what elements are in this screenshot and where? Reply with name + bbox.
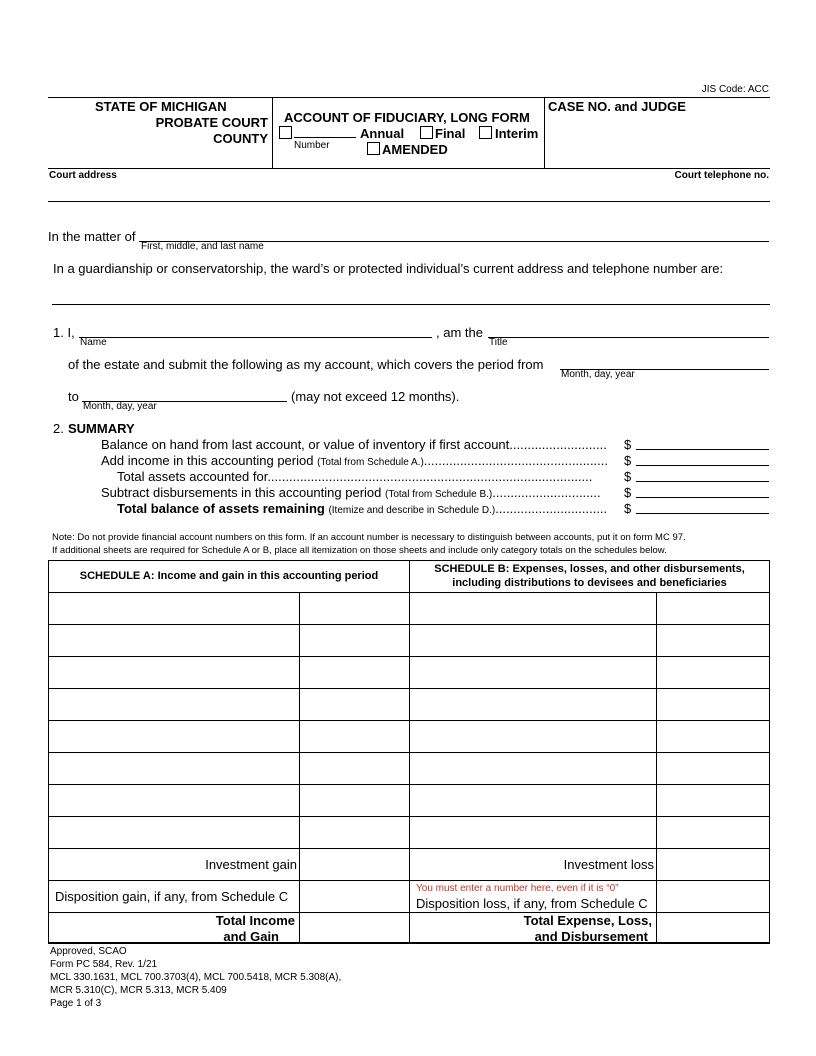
total-expense-line2: and Disbursement xyxy=(534,929,648,944)
court-label: PROBATE COURT xyxy=(155,115,268,130)
interim-label: Interim xyxy=(495,126,539,141)
period-limit-text: (may not exceed 12 months). xyxy=(291,389,460,404)
schedule-a-items-area[interactable] xyxy=(49,593,299,848)
estate-text: of the estate and submit the following as my account, which covers the period from xyxy=(68,357,544,372)
court-address-rule[interactable] xyxy=(48,201,770,202)
header-divider-2 xyxy=(544,97,545,169)
summary-row-income: Add income in this accounting period (Total from Schedule A.)................................................... xyxy=(101,453,608,468)
note-additional-sheets: If additional sheets are required for Schedule A or B, place all itemization on those sheets and include only category totals on the schedules below. xyxy=(52,545,667,556)
number-label: Number xyxy=(294,140,330,151)
balance-amount-field[interactable] xyxy=(636,449,769,450)
final-checkbox[interactable] xyxy=(420,126,433,139)
schedule-row-rule xyxy=(48,880,770,881)
matter-sublabel: First, middle, and last name xyxy=(141,241,264,252)
footer-approved: Approved, SCAO xyxy=(50,946,127,957)
summary-row-total-assets: Total assets accounted for.......................................................................................... xyxy=(117,469,593,484)
amended-label: AMENDED xyxy=(382,142,448,157)
item1-number: 1. I, xyxy=(53,325,75,340)
footer-page-number: Page 1 of 3 xyxy=(50,998,102,1009)
summary-heading: SUMMARY xyxy=(68,421,135,436)
schedule-b-items-area[interactable] xyxy=(410,593,656,848)
annual-label: Annual xyxy=(360,126,405,141)
schedule-b-amounts-area[interactable] xyxy=(657,593,769,848)
fiduciary-name-field[interactable] xyxy=(79,337,432,338)
disposition-loss-label: Disposition loss, if any, from Schedule C xyxy=(416,896,648,911)
period-from-sublabel: Month, day, year xyxy=(561,369,635,380)
court-phone-label: Court telephone no. xyxy=(674,170,769,181)
schedule-row-rule xyxy=(48,848,770,849)
amended-checkbox[interactable] xyxy=(367,142,380,155)
remaining-balance-field[interactable] xyxy=(636,513,769,514)
note-account-numbers: Note: Do not provide financial account numbers on this form. If an account number is necessary to distinguish between accounts, put it on form MC 97. xyxy=(52,532,686,543)
interim-checkbox[interactable] xyxy=(479,126,492,139)
schedule-b-title-line1: SCHEDULE B: Expenses, losses, and other disbursements, xyxy=(434,563,745,575)
disposition-gain-label: Disposition gain, if any, from Schedule C xyxy=(55,889,289,904)
state-label: STATE OF MICHIGAN xyxy=(95,99,227,114)
title-sublabel: Title xyxy=(489,337,508,348)
dollar-sign: $ xyxy=(624,469,632,484)
investment-loss-label: Investment loss xyxy=(563,857,654,872)
income-amount-field[interactable] xyxy=(636,465,769,466)
summary-row-disbursements: Subtract disbursements in this accounting period (Total from Schedule B.).............................. xyxy=(101,485,601,500)
dollar-sign: $ xyxy=(624,501,632,516)
summary-row-balance: Balance on hand from last account, or value of inventory if first account........................... xyxy=(101,437,607,452)
disposition-warning: You must enter a number here, even if it is “0” xyxy=(416,883,619,894)
jis-code: JIS Code: ACC xyxy=(701,84,769,95)
annual-number-checkbox[interactable] xyxy=(279,126,292,139)
header-bottom-rule xyxy=(48,168,770,169)
footer-form-number: Form PC 584, Rev. 1/21 xyxy=(50,959,158,970)
dollar-sign: $ xyxy=(624,437,632,452)
county-label: COUNTY xyxy=(213,131,268,146)
number-field[interactable] xyxy=(294,137,356,138)
case-no-label: CASE NO. and JUDGE xyxy=(548,99,686,114)
matter-label: In the matter of xyxy=(48,229,136,244)
footer-citations-1: MCL 330.1631, MCL 700.3703(4), MCL 700.5418, MCR 5.308(A), xyxy=(50,972,342,983)
total-expense-line1: Total Expense, Loss, xyxy=(523,913,652,928)
footer-citations-2: MCR 5.310(C), MCR 5.313, MCR 5.409 xyxy=(50,985,227,996)
header-top-rule xyxy=(48,97,770,98)
name-sublabel: Name xyxy=(80,337,107,348)
total-income-line1: Total Income xyxy=(215,913,295,928)
item2-number: 2. xyxy=(53,421,64,436)
schedule-b-title-line2: including distributions to devisees and beneficiaries xyxy=(452,577,727,589)
schedule-a-title: SCHEDULE A: Income and gain in this accounting period xyxy=(79,570,379,582)
final-label: Final xyxy=(435,126,466,141)
form-title: ACCOUNT OF FIDUCIARY, LONG FORM xyxy=(284,110,530,125)
fiduciary-title-field[interactable] xyxy=(488,337,769,338)
am-the-text: , am the xyxy=(436,325,483,340)
summary-row-remaining: Total balance of assets remaining (Itemize and describe in Schedule D.)............................... xyxy=(117,501,608,516)
dollar-sign: $ xyxy=(624,453,632,468)
total-income-line2: and Gain xyxy=(223,929,279,944)
guardianship-address-field[interactable] xyxy=(52,304,770,305)
disbursements-amount-field[interactable] xyxy=(636,497,769,498)
investment-gain-label: Investment gain xyxy=(205,857,297,872)
court-address-label: Court address xyxy=(49,170,117,181)
period-to-sublabel: Month, day, year xyxy=(83,401,157,412)
schedule-a-amounts-area[interactable] xyxy=(300,593,409,848)
total-assets-field[interactable] xyxy=(636,481,769,482)
dollar-sign: $ xyxy=(624,485,632,500)
to-text: to xyxy=(68,389,79,404)
header-divider-1 xyxy=(272,97,273,169)
guardianship-text: In a guardianship or conservatorship, the ward’s or protected individual’s current address and telephone number are: xyxy=(53,261,724,276)
